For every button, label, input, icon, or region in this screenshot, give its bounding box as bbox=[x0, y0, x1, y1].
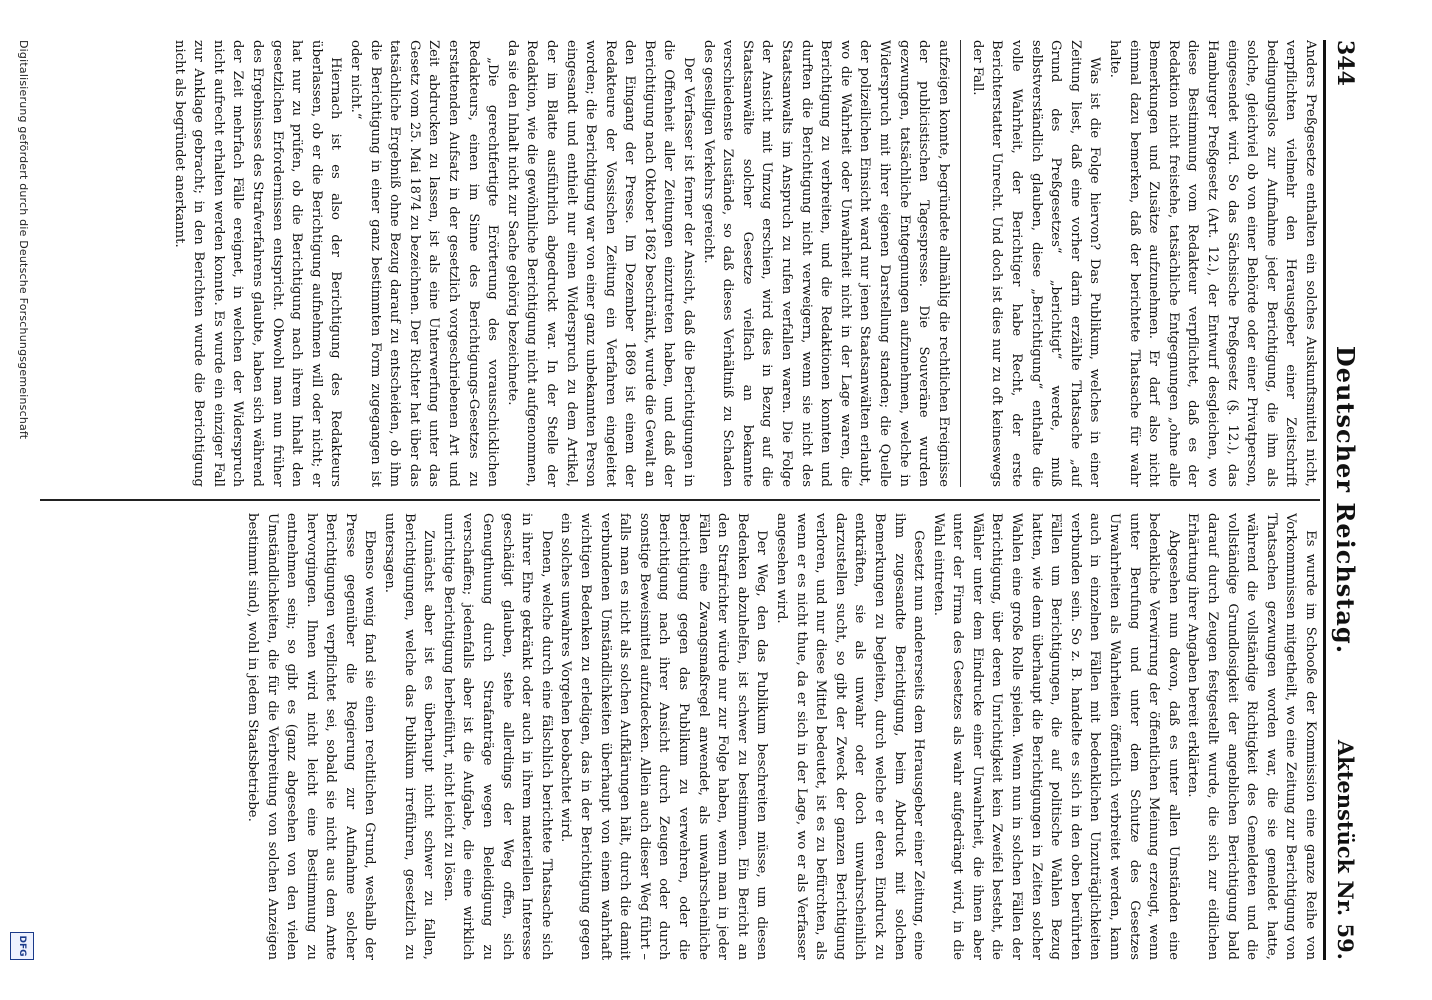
section-rule bbox=[960, 40, 962, 487]
page-footer bbox=[8, 40, 34, 960]
page-header bbox=[1330, 40, 1362, 960]
paragraph: Hiernach ist es also der Berichtigung des Redakteurs überlassen, ob er die Berichtigung aufnehmen will oder nicht; er hat nur zu prüfen, ob die Berichtigung nach ihrem Inhalt den gesetzlichen Erfordernissen entspricht. Obwohl man nun früher des Ergebnisses des Strafverfahrens glaubte, haben sich während der Zeit mehrfach Fälle ereignet, in welchen der Widerspruch nicht aufrecht erhalten werden konnte. Es wurde ein einziger Fall zur Anklage gebracht; in den Berichten wurde die Berichtigung nicht als begründet anerkannt. bbox=[171, 40, 344, 487]
right-column bbox=[40, 513, 1320, 960]
issue-number: Aktenstück Nr. 59. bbox=[1333, 739, 1358, 960]
paragraph: Ebenso wenig fand sie einen rechtlichen Grund, weshalb der Presse gegenüber die Regierung zur Aufnahme solcher Berichtigungen verpflichtet sei, sobald sie nicht aus dem Amte hervorgingen. Ihnen wird nicht leicht eine Bestimmung zu entnehmen sein; so gibt es (ganz abgesehen von den vielen Umständlichkeiten, die für die Verbreitung von solchen Anzeigen bestimmt sind), wohl in jedem Staatsbetriebe. bbox=[244, 513, 378, 960]
paragraph: Denen, welche durch eine fälschlich berichtete Thatsache sich in ihrer Ehre gekränkt oder auch in ihrem materiellen Interesse geschädigt glauben, stehe allerdings der Weg offen, sich Genugthuung durch Strafanträge wegen Beleidigung zu verschaffen; jedenfalls aber ist die Aufgabe, die eine wirklich unrichtige Berichtigung herbeiführt, nicht leicht zu lösen. bbox=[440, 513, 554, 960]
quoted-paragraph: „Die gerechtfertigte Erörterung des vorausschicklichen Redakteurs, einen im Sinne des Berichtigungs-Gesetzes zu erstattenden Aufsatz in der gesetzlich vorgeschriebenen Art und Zeit abdrucken zu lassen, ist als eine Unterwerfung unter das Gesetz vom 25. Mai 1874 zu bezeichnen. Der Richter hat über das tatsächliche Ergebniß ohne Bezug darauf zu entscheiden, ob ihm die Berichtigung in einer ganz bestimmten Form zugegangen ist oder nicht.“ bbox=[348, 40, 501, 487]
page-number: 344 bbox=[1332, 40, 1358, 86]
text-columns bbox=[40, 40, 1320, 960]
dfg-logo-icon: DFG bbox=[10, 932, 34, 960]
header-rule bbox=[1323, 40, 1326, 960]
left-column bbox=[40, 40, 1320, 487]
paragraph: Abgesehen nun davon, daß es unter allen Umständen eine bedenkliche Verwirrung der öffentlichen Meinung erzeugt, wenn unter Berufung und unter dem Schutze des Gesetzes Unwahrheiten als Wahrheiten öffentlich verbreitet werden, kann auch in einzelnen Fällen mit bedenklichen Unzuträglichkeiten verbunden sein. So z. B. handelte es sich in den oben berührten Fällen um Berichtigungen, die auf politische Wahlen Bezug hatten, wie denn überhaupt die Berichtigungen in Zeiten solcher Wahlen eine große Rolle spielen. Wenn nun in solchen Fällen der Berichtigung, über deren Unrichtigkeit kein Zweifel besteht, die Wähler unter dem Eindrucke einer Unwahrheit, die ihnen aber unter der Firma des Gesetzes als wahr aufgedrängt wird, in die Wahl eintreten. bbox=[930, 513, 1181, 960]
column-divider bbox=[40, 499, 1320, 501]
journal-title: Deutscher Reichstag. bbox=[1331, 345, 1360, 655]
paragraph: aufzeigen konnte, begründete allmählig die rechtlichen Ereignisse der publicistischen Tagespresse. Die Souveräne wurden gezwungen, tatsächliche Entgegnungen aufzunehmen, welche in Widerspruch mit ihrer eigenen Darstellung standen; die Quelle der polizeilichen Einsicht ward nur jenen Staatsanwälten erlaubt, wo die Wahrheit oder Unwahrheit nicht in der Lage waren, die Berichtigung zu verbreiten, und die Redaktionen konnten und durften die Berichtigung nicht verweigern, wenn sie nicht des Staatsanwalts im Anspruch zu rufen verfallen waren. Die Folge der Ansicht mit Umzug erschien, wird dies in Bezug auf die Staatsanwälte solcher Gesetze vielfach an bekannte verschiedenste Zustände, so daß dieses Verhältniß zu Schaden des geselligen Verkehrs gereicht. bbox=[700, 40, 951, 487]
paragraph: Der Weg, den das Publikum beschreiten müsse, um diesen Bedenken abzuhelfen, ist schwer zu bestimmen. Ein Bericht an den Strafrichter würde nur zur Folge haben, wenn man in jeder Fällen eine Zwangsmaßregel anwendet, als unwahrscheinliche Berichtigung gegen das Publikum zu verwehren, oder die Berichtigung nach ihrer Ansicht durch Zeugen oder durch sonstige Beweismittel aufzudecken. Allein auch dieser Weg führt – falls man es nicht als solchen Aufklärungen hält, durch die damit verbundenen Umständlichkeiten überhaupt von einem wahrhaft wichtigen Bedenken zu erledigen, das in der Berichtigung gegen ein solches unwahres Vorgehen beobachtet wird. bbox=[558, 513, 770, 960]
paragraph: Was ist die Folge hiervon? Das Publikum, welches in einer Zeitung liest, daß eine vorher darin erzählte Thatsache „auf Grund des Preßgesetzes“ „berichtigt“ werde, muß selbstverständlich glauben, diese „Berichtigung“ enthalte die volle Wahrheit, der Berichtiger habe Recht, der erste Berichterstatter Unrecht. Und doch ist dies nur zu oft keineswegs der Fall. bbox=[969, 40, 1103, 487]
paragraph: Es wurde im Schooße der Kommission eine ganze Reihe von Vorkommnissen mitgetheilt, wo eine Zeitung zur Berichtigung von Thatsachen gezwungen worden war, die sie gemeldet hatte, während die vollständige Richtigkeit des Gemeldeten und die vollständige Grundlosigkeit der angeblichen Berichtigung bald darauf durch Zeugen festgestellt wurde, die sich zur eidlichen Erhärtung ihrer Angaben bereit erklärten. bbox=[1185, 513, 1318, 960]
paragraph: Anders Preßgesetze enthalten ein solches Auskunftsmittel nicht, verpflichten vielmehr den Herausgeber einer Zeitschrift bedingungslos zur Aufnahme jeder Berichtigung, die ihm als solche, gleichviel ob von einer Behörde oder einer Privatperson, eingesendet wird. So das Sächsische Preßgesetz (§. 12.), das Hamburger Preßgesetz (Art. 12.), der Entwurf desgleichen, wo diese Bestimmung vom Redakteur verpflichtet, daß es der Redaktion nicht freistehe, tatsächliche Entgegnungen „ohne alle Bemerkungen und Zusätze aufzunehmen. Er darf also nicht einmal dazu bemerken, daß der berichtete Thatsache für wahr halte. bbox=[1107, 40, 1318, 487]
digitization-credit: Digitalisierung gefördert durch die Deutsche Forschungsgemeinschaft bbox=[17, 40, 30, 440]
paragraph: Gesetzt nun andererseits dem Herausgeber einer Zeitung, eine ihm zugesandte Berichtigung, beim Abdruck mit solchen Bemerkungen zu begleiten, durch welche er deren Eindruck zu entkräften, sie als unwahr oder doch unwahrscheinlich darzustellen sucht, so gibt der Zweck der ganzen Berichtigung verloren, und nur diese Mittel bedeutet, ist es zu befürchten, als wenn er es nicht thue, da er sich in der Lage, wo er als Verfasser angesehen wird. bbox=[773, 513, 927, 960]
paragraph: Zunächst aber ist es überhaupt nicht schwer zu fallen, Berichtigungen, welche das Publikum irreführen, gesetzlich zu untersagen. bbox=[382, 513, 437, 960]
paragraph: Der Verfasser ist ferner der Ansicht, daß die Berichtigungen in die Offenheit aller Zeitungen einzutreten haben, und daß der Berichtigung nach Oktober 1862 beschränkt, wurde die Gewalt an den Eingang der Presse. Im Dezember 1869 ist einem der Redakteure der Vossischen Zeitung ein Verfahren eingeleitet worden; die Berichtigung war von einer ganz unbekannten Person eingesandt und enthielt nur einen Widerspruch zu dem Artikel, der im Blatte ausführlich abgedruckt war. In der Stelle der Redaktion, wie die gewöhnliche Berichtigung nicht aufgenommen, da sie den Inhalt nicht zur Sache gehörig bezeichnete. bbox=[504, 40, 697, 487]
